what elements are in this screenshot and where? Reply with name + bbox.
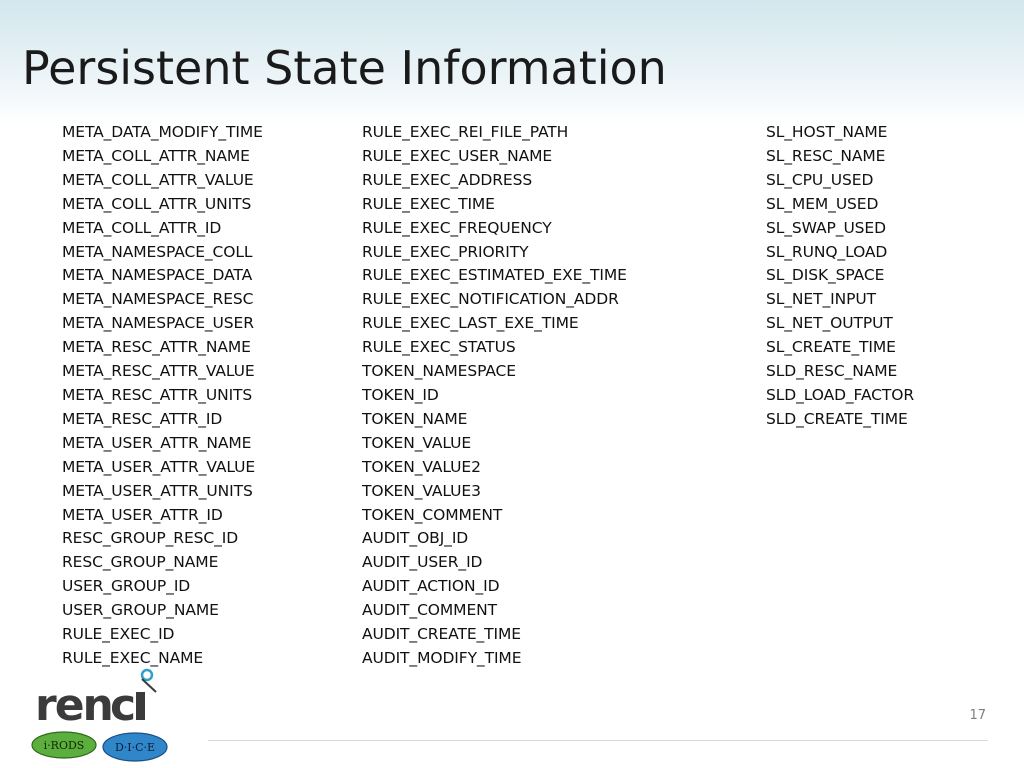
attribute-name: SLD_RESC_NAME — [766, 362, 898, 381]
attribute-name: TOKEN_NAMESPACE — [362, 362, 516, 381]
attribute-name: META_USER_ATTR_UNITS — [62, 481, 253, 500]
attribute-name: RESC_GROUP_NAME — [62, 553, 219, 572]
attribute-name: META_RESC_ATTR_NAME — [62, 338, 251, 357]
attribute-name: META_NAMESPACE_RESC — [62, 290, 254, 309]
attribute-name: META_USER_ATTR_VALUE — [62, 457, 256, 476]
attribute-column-rule-token-audit — [362, 121, 627, 671]
attribute-name: AUDIT_OBJ_ID — [362, 529, 469, 548]
attribute-name: TOKEN_ID — [362, 385, 439, 404]
attribute-name: RULE_EXEC_FREQUENCY — [362, 218, 552, 237]
attribute-name: RULE_EXEC_PRIORITY — [362, 242, 529, 261]
attribute-name: RULE_EXEC_LAST_EXE_TIME — [362, 314, 579, 333]
attribute-name: META_NAMESPACE_COLL — [62, 242, 253, 261]
attribute-name: SL_CPU_USED — [766, 170, 874, 189]
attribute-name: USER_GROUP_NAME — [62, 601, 219, 620]
attribute-name: TOKEN_VALUE2 — [362, 457, 481, 476]
attribute-name: SL_MEM_USED — [766, 194, 879, 213]
page-number: 17 — [969, 708, 986, 723]
attribute-name: SL_HOST_NAME — [766, 123, 888, 141]
attribute-name: AUDIT_CREATE_TIME — [362, 625, 521, 644]
attribute-name: SL_CREATE_TIME — [766, 338, 896, 357]
attribute-name: SL_NET_INPUT — [766, 290, 876, 309]
attribute-name: AUDIT_COMMENT — [362, 601, 497, 620]
attribute-name: AUDIT_ACTION_ID — [362, 577, 500, 596]
attribute-name: TOKEN_VALUE3 — [362, 481, 481, 500]
attribute-name: TOKEN_COMMENT — [362, 505, 503, 524]
attribute-name: RULE_EXEC_NOTIFICATION_ADDR — [362, 290, 619, 309]
attribute-name: AUDIT_MODIFY_TIME — [362, 648, 522, 667]
attribute-name: META_DATA_MODIFY_TIME — [62, 123, 263, 141]
attribute-column-meta — [62, 121, 263, 671]
attribute-name: META_USER_ATTR_NAME — [62, 433, 252, 452]
attribute-name: TOKEN_VALUE — [362, 433, 472, 452]
attribute-column-server-load — [766, 121, 914, 432]
attribute-name: SLD_LOAD_FACTOR — [766, 385, 915, 404]
renci-irods-dice-logo — [30, 662, 180, 762]
attribute-name: AUDIT_USER_ID — [362, 553, 483, 572]
attribute-name: META_COLL_ATTR_VALUE — [62, 170, 254, 189]
attribute-name: META_USER_ATTR_ID — [62, 505, 223, 524]
svg-text:D·I·C·E: D·I·C·E — [114, 741, 156, 754]
attribute-name: SL_NET_OUTPUT — [766, 314, 893, 333]
attribute-name: RULE_EXEC_ESTIMATED_EXE_TIME — [362, 266, 627, 285]
attribute-name: SL_RUNQ_LOAD — [766, 242, 888, 261]
attribute-name: META_RESC_ATTR_VALUE — [62, 362, 255, 381]
svg-text:i·RODS: i·RODS — [43, 739, 85, 752]
attribute-name: RULE_EXEC_USER_NAME — [362, 146, 553, 165]
attribute-name: SL_SWAP_USED — [766, 218, 886, 237]
attribute-name: META_COLL_ATTR_ID — [62, 218, 222, 237]
attribute-name: META_RESC_ATTR_UNITS — [62, 385, 253, 404]
attribute-name: RESC_GROUP_RESC_ID — [62, 529, 239, 548]
attribute-name: SL_RESC_NAME — [766, 146, 886, 165]
attribute-name: RULE_EXEC_ADDRESS — [362, 170, 533, 189]
attribute-name: META_NAMESPACE_DATA — [62, 266, 253, 285]
attribute-name: RULE_EXEC_TIME — [362, 194, 495, 213]
attribute-name: META_COLL_ATTR_NAME — [62, 146, 250, 165]
attribute-name: RULE_EXEC_REI_FILE_PATH — [362, 123, 569, 141]
slide-title: Persistent State Information — [22, 41, 667, 95]
attribute-name: RULE_EXEC_NAME — [62, 648, 204, 667]
footer-divider — [208, 740, 988, 741]
attribute-name: SL_DISK_SPACE — [766, 266, 885, 285]
attribute-name: RULE_EXEC_ID — [62, 625, 175, 644]
svg-text:ren: ren — [35, 680, 112, 731]
attribute-name: TOKEN_NAME — [362, 409, 468, 428]
attribute-name: META_RESC_ATTR_ID — [62, 409, 223, 428]
attribute-name: USER_GROUP_ID — [62, 577, 191, 596]
svg-text:c: c — [110, 680, 135, 731]
attribute-name: RULE_EXEC_STATUS — [362, 338, 516, 357]
attribute-name: SLD_CREATE_TIME — [766, 409, 908, 428]
attribute-name: META_COLL_ATTR_UNITS — [62, 194, 252, 213]
attribute-name: META_NAMESPACE_USER — [62, 314, 254, 333]
